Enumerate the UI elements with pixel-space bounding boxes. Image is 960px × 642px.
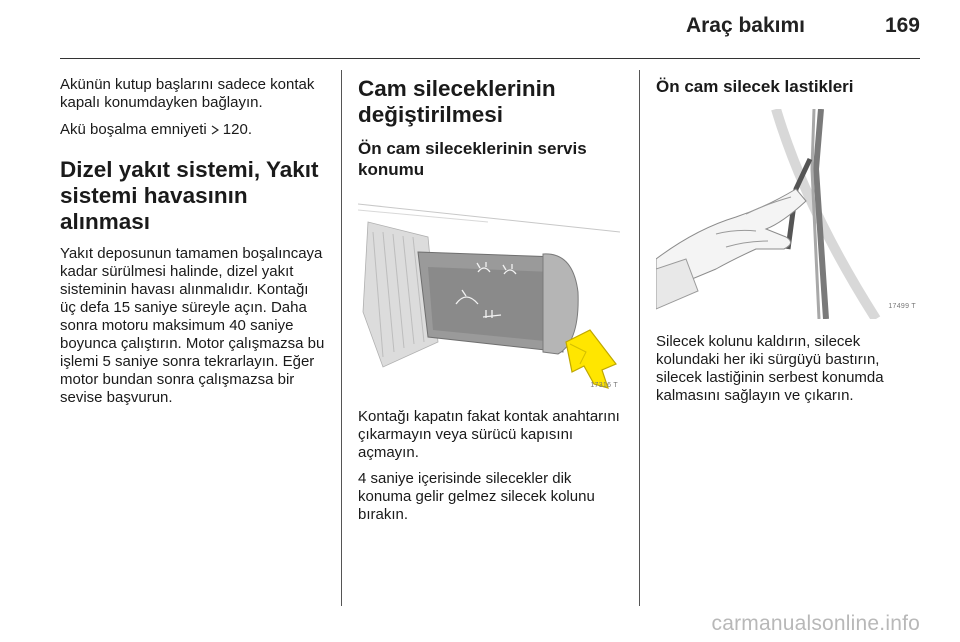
wiper-blades-heading: Ön cam silecek lastikleri bbox=[656, 77, 854, 96]
diesel-paragraph: Yakıt deposunun tamamen boşalıncaya kadar sürülmesi halinde, dizel yakıt sisteminin havası alınmalıdır. Kontağı üç defa 15 saniye süreyle açın. Daha sonra motoru maksimum 40 saniye boyunca çalıştırın. Motor çalışmazsa bu işlemi 5 saniye sonra tekrarlayın. Eğer motor bundan sonra çalışmazsa bir sevise başvurun. bbox=[60, 245, 325, 406]
wiper-blade-illustration bbox=[656, 109, 918, 319]
arrow-right-outline-icon bbox=[211, 121, 223, 137]
figure-code: 17499 T bbox=[888, 303, 916, 310]
release-lever-paragraph: 4 saniye içerisinde silecekler dik konuma gelir gelmez silecek kolunu bırakın. bbox=[358, 470, 595, 523]
column-divider-left bbox=[341, 70, 342, 606]
diesel-heading: Dizel yakıt sistemi, Yakıt sistemi havasının alınması bbox=[60, 157, 319, 234]
column-divider-right bbox=[639, 70, 640, 606]
battery-reference-text: Akü boşalma emniyeti bbox=[60, 121, 207, 138]
watermark: carmanualsonline.info bbox=[711, 612, 920, 635]
blade-removal-paragraph: Silecek kolunu kaldırın, silecek kolundaki her iki sürgüyü bastırın, silecek lastiğinin serbest konumda kalmasını sağlayın ve çıkarın. bbox=[656, 333, 884, 404]
wiper-service-position-heading: Ön cam sileceklerinin servis konumu bbox=[358, 139, 587, 179]
ignition-paragraph: Kontağı kapatın fakat kontak anahtarını çıkarmayın veya sürücü kapısını açmayın. bbox=[358, 408, 620, 461]
wiper-change-heading: Cam sileceklerinin değiştirilmesi bbox=[358, 76, 556, 127]
battery-reference-paragraph bbox=[60, 120, 328, 139]
header-rule bbox=[60, 58, 920, 59]
page-number: 169 bbox=[884, 14, 920, 37]
section-title: Araç bakımı bbox=[685, 14, 805, 37]
column-2 bbox=[358, 76, 626, 532]
battery-reference-link[interactable]: 120. bbox=[222, 121, 252, 138]
column-3 bbox=[656, 76, 924, 413]
wiper-lever-illustration bbox=[358, 192, 620, 398]
figure-code: 17316 T bbox=[590, 382, 618, 389]
battery-paragraph: Akünün kutup başlarını sadece kontak kapalı konumdayken bağlayın. bbox=[60, 76, 315, 111]
column-1 bbox=[60, 76, 328, 415]
